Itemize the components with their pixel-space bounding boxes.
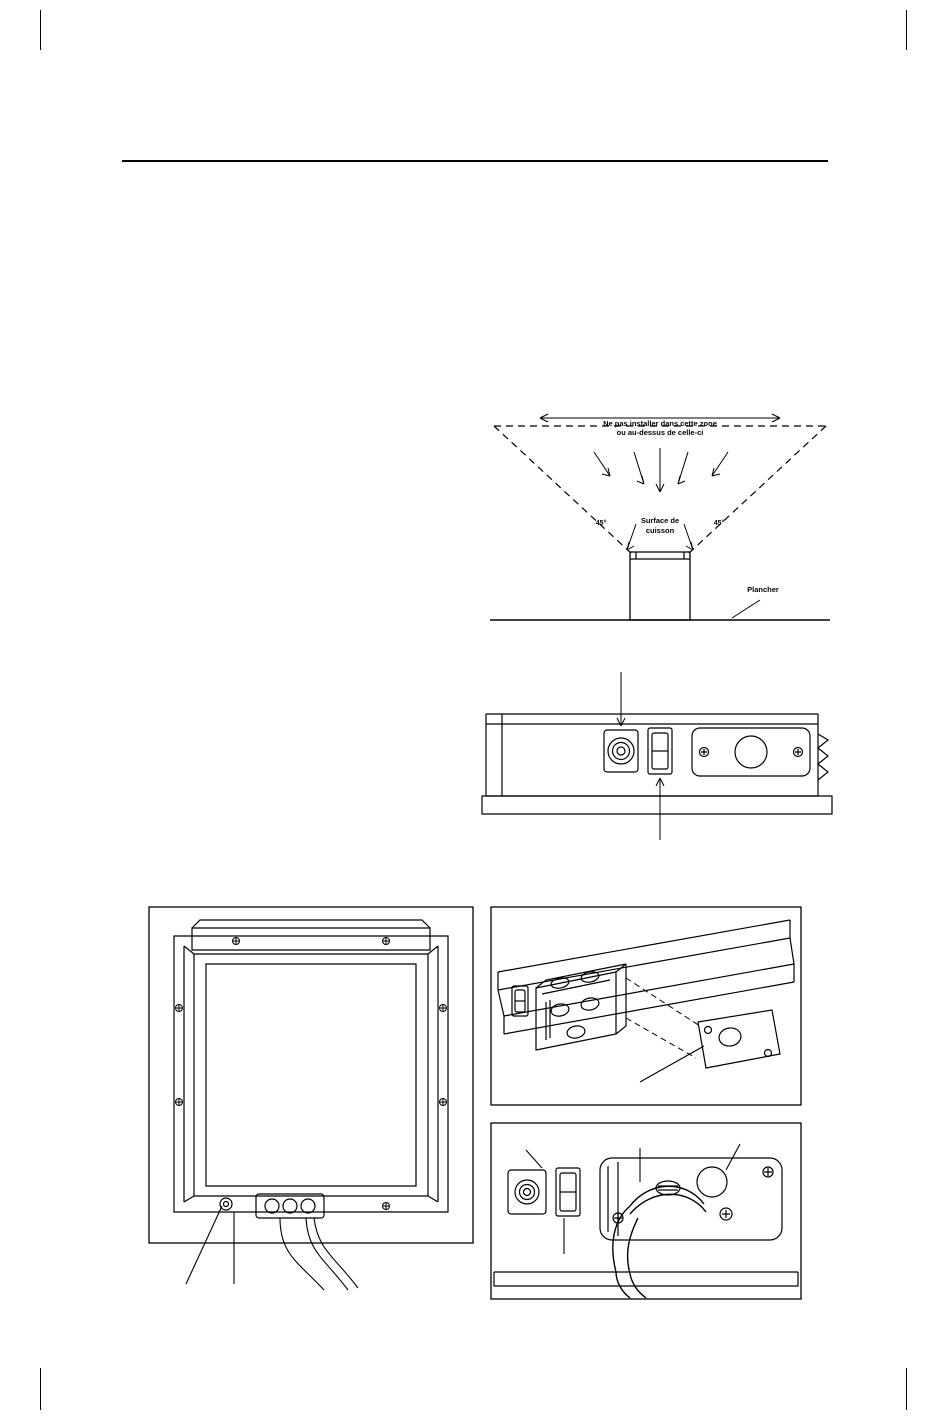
cooking-surface-label-line-2: cuisson [645,526,675,535]
junction-box-mount-figure [490,906,802,1106]
angle-label-left: 45° [595,520,607,527]
figure-border [491,907,801,1105]
zone-warning-line-2: ou au-dessus de celle-ci [616,428,704,437]
crop-mark-bottom-right [882,1368,922,1410]
crop-mark-bottom-left [28,1368,68,1410]
cooking-surface-clearance-figure [482,404,838,644]
header-divider-rule [122,160,828,162]
crop-mark-line-vertical [906,10,907,50]
crop-mark-line-vertical [40,10,41,50]
cooking-surface-label-line-1: Surface de [640,516,680,525]
zone-warning-line-1: Ne pas installer dans cette zone [603,419,717,428]
figure-border [149,907,473,1243]
crop-mark-top-right [882,10,922,50]
junction-box-wiring-figure [490,1122,802,1300]
floor-label: Plancher [747,585,779,594]
crop-mark-line-vertical [40,1368,41,1410]
controls-rail-figure [480,668,836,844]
unit-rear-panel-figure [148,906,478,1306]
crop-mark-top-left [28,10,68,50]
angle-label-right: 45° [713,520,725,527]
crop-mark-line-vertical [906,1368,907,1410]
